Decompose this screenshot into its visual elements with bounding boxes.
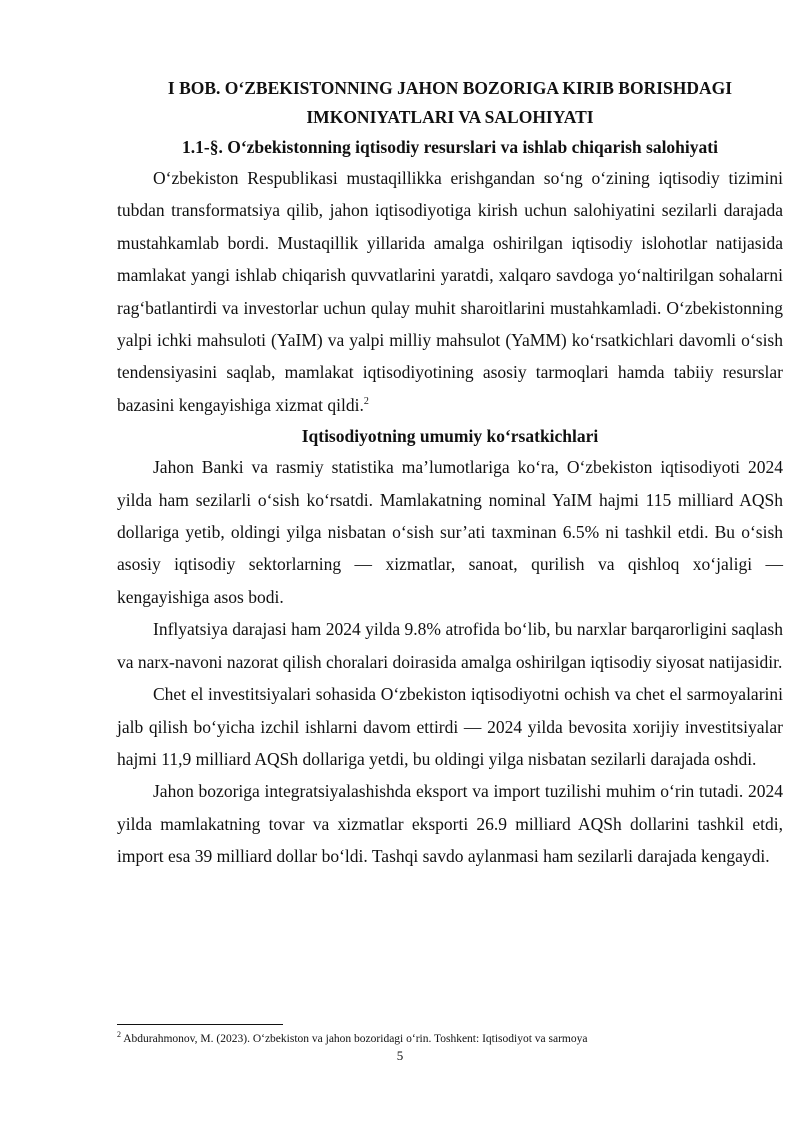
footnote-reference: 2 — [363, 396, 369, 408]
footnote — [117, 1032, 783, 1046]
section-title: 1.1-§. O‘zbekistonning iqtisodiy resurslari va ishlab chiqarish salohiyati — [182, 137, 718, 157]
footnote-text: Abdurahmonov, M. (2023). O‘zbekiston va jahon bozoridagi o‘rin. Toshkent: Iqtisodiyot va sarmoya — [123, 1033, 588, 1045]
paragraph-4: Chet el investitsiyalari sohasida O‘zbekiston iqtisodiyotni ochish va chet el sarmoyalarini jalb qilish bo‘yicha izchil ishlarni davom ettirdi — 2024 yilda bevosita xorijiy investitsiyalar hajmi 11,9 milliard AQSh dollariga yetdi, bu oldingi yilga nisbatan sezilarli darajada oshdi. — [117, 684, 783, 769]
footnote-number: 2 — [117, 1030, 121, 1040]
subheading: Iqtisodiyotning umumiy ko‘rsatkichlari — [301, 426, 599, 447]
chapter-title — [117, 74, 783, 132]
footnote-divider — [117, 1024, 283, 1025]
paragraph-5: Jahon bozoriga integratsiyalashishda eksport va import tuzilishi muhim o‘rin tutadi. 2024 yilda mamlakatning tovar va xizmatlar eksporti 26.9 milliard AQSh dollarini tashkil etdi, import esa 39 milliard dollar bo‘ldi. Tashqi savdo aylanmasi ham sezilarli darajada kengaydi. — [117, 781, 783, 867]
chapter-title-line2: IMKONIYATLARI VA SALOHIYATI — [306, 107, 594, 127]
paragraph-2: Jahon Banki va rasmiy statistika ma’lumotlariga ko‘ra, O‘zbekiston iqtisodiyoti 2024 yilda ham sezilarli o‘sish ko‘rsatdi. Mamlakatning nominal YaIM hajmi 115 milliard AQSh dollariga yetib, oldingi yilga nisbatan o‘sish sur’ati taxminan 6.5% ni tashkil etdi. Bu o‘sish asosiy iqtisodiy sektorlarning — xizmatlar, sanoat, qurilish va qishloq xo‘jaligi — kengayishiga asos bodi. — [117, 457, 783, 607]
page-content — [117, 74, 783, 873]
paragraph-1 — [117, 162, 783, 421]
paragraph-3: Inflyatsiya darajasi ham 2024 yilda 9.8% atrofida bo‘lib, bu narxlar barqarorligini saqlash va narx-navoni nazorat qilish choralari doirasida amalga oshirilgan iqtisodiy siyosat natijasidir. — [117, 619, 783, 672]
chapter-title-line1: I BOB. O‘ZBEKISTONNING JAHON BOZORIGA KIRIB BORISHDAGI — [167, 78, 733, 98]
page-number: 5 — [396, 1048, 404, 1063]
paragraph-1-text: O‘zbekiston Respublikasi mustaqillikka erishgandan so‘ng o‘zining iqtisodiy tizimini tubdan transformatsiya qilib, jahon iqtisodiyotiga kirish uchun salohiyatini sezilarli darajada mustahkamlab bordi. Mustaqillik yillarida amalga oshirilgan iqtisodiy islohotlar natijasida mamlakat yangi ishlab chiqarish quvvatlarini yaratdi, xalqaro savdoga yo‘naltirilgan sohalarni rag‘batlantirdi va investorlar uchun qulay muhit sharoitlarini mustahkamladi. O‘zbekistonning yalpi ichki mahsuloti (YaIM) va yalpi milliy mahsulot (YaMM) ko‘rsatkichlari davomli o‘sish tendensiyasini saqlab, mamlakat iqtisodiyotining asosiy tarmoqlari hamda tabiiy resurslar bazasini kengayishiga xizmat qildi. — [117, 168, 783, 415]
